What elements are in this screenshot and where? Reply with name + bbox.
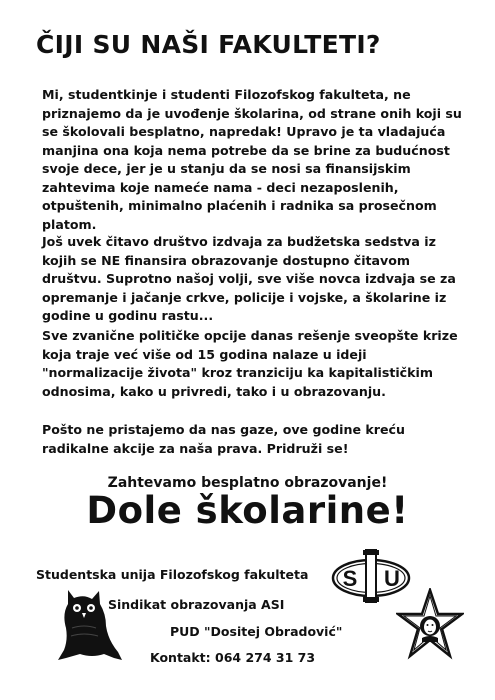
owl-icon xyxy=(44,584,126,662)
su-letter-u: U xyxy=(384,566,400,591)
slogan: Dole školarine! xyxy=(86,489,409,532)
contact-line: Kontakt: 064 274 31 73 xyxy=(150,650,316,665)
paragraph-2: Još uvek čitavo društvo izdvaja za budžetska sedstva iz kojih se NE finansira obrazovanje dostupno čitavom društvu. Suprotno našoj volji, sve više novca izdvaja se za opremanje i jačanje crkve, policije i vojske, a školarine iz godine u godinu rastu... xyxy=(42,234,456,323)
paragraph-3: Sve zvanične političke opcije danas rešenje sveopšte krize koja traje već više od 15 godina nalaze u ideji "normalizacije života" kroz tranziciju ka kapitalističkim odnosima, kako u privredi, tako i u obrazovanju. xyxy=(42,328,458,399)
su-letter-s: S xyxy=(342,566,358,591)
flyer-title: ČIJI SU NAŠI FAKULTETI? xyxy=(36,30,381,59)
org-student-union: Studentska unija Filozofskog fakulteta xyxy=(36,567,309,582)
paragraph-4: Pošto ne pristajemo da nas gaze, ove godine kreću radikalne akcije za naša prava. Pridruži se! xyxy=(42,422,405,456)
org-pud: PUD "Dositej Obradović" xyxy=(170,624,343,639)
demand-line: Zahtevamo besplatno obrazovanje! xyxy=(107,475,388,491)
org-union: Sindikat obrazovanja ASI xyxy=(108,597,285,612)
paragraph-1: Mi, studentkinje i studenti Filozofskog fakulteta, ne priznajemo da je uvođenje školarina, od strane onih koji su se školovali besplatno, napredak! Upravo je ta vladajuća manjina ona koja nema potrebe da se brine za budućnost svoje dece, jer je u stanju da se nosi sa finansijskim zahtevima koje nameće nama - deci nezaposlenih, otpuštenih, minimalno plaćenih i radnika sa prosečnom platom. xyxy=(42,87,462,232)
star-portrait-icon xyxy=(396,588,464,660)
